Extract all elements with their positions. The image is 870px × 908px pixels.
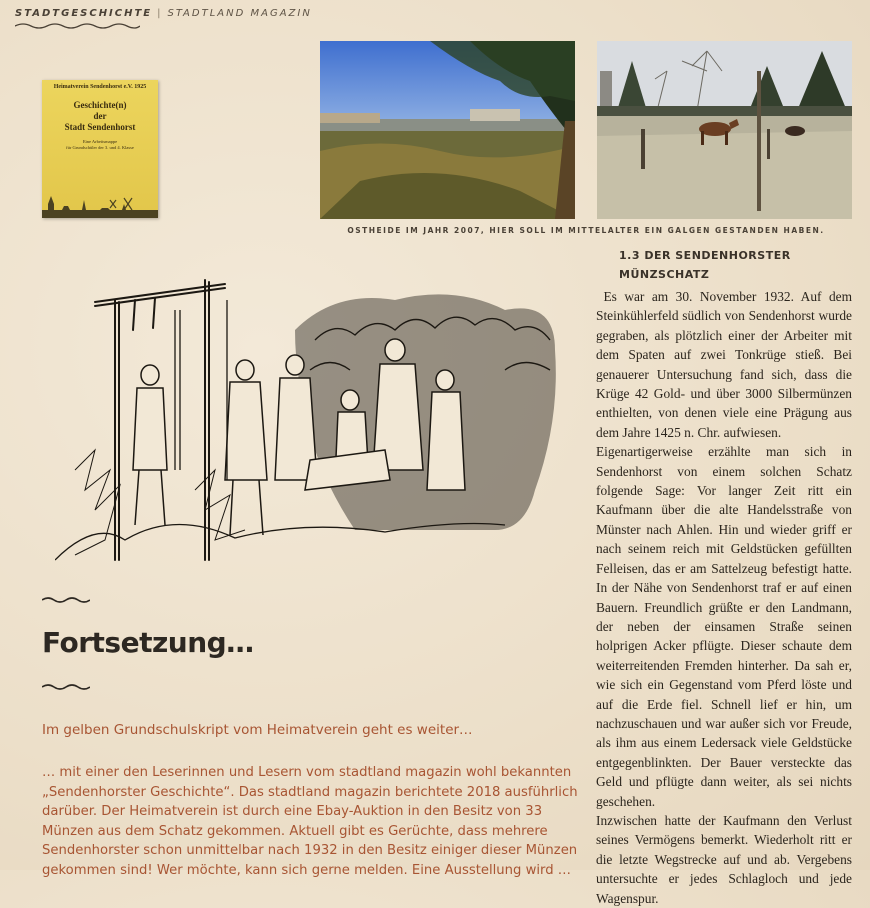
section-title: 1.3 DER SENDENHORSTER MÜNZSCHATZ — [619, 249, 791, 281]
wave-divider-top — [42, 596, 90, 604]
photo-caption: OSTHEIDE IM JAHR 2007, HIER SOLL IM MITTELALTER EIN GALGEN GESTANDEN HABEN. — [347, 226, 825, 235]
book-publisher: Heimatverein Sendenhorst e.V. 1925 — [53, 84, 147, 90]
article-paragraph: Eigenartigerweise erzählte man sich in Sendenhorst von einem solchen Schatz folgende Sage: Vor langer Zeit ritt ein Kaufmann über die alte Handelsstraße von Münster nach Ahlen. Hin und wieder griff er nach seinem reich mit Geldstücken gefüllten Felleisen, das er am Sattelzeug befestigt hatte. In der Nähe von Sendenhorst traf er auf einen Bauern. Freundlich grüßte er den Landmann, der neben der einsamen Straße seinen holprigen Acker pflügte. Dieser schaute dem weiterreitenden Fremden hinterher. Da sah er, wie sich ein Gegenstand vom Pferd löste und auf die Erde fiel. Schnell lief er hin, um nachzuschauen und war außer sich vor Freude, als ihm aus einem Ledersack viele Geldstücke entgegenblinkten. Der Bauer versteckte das Geld und pflügte dann weiter, als sei nichts geschehen. — [596, 444, 852, 809]
ostheide-photo-horses — [597, 41, 852, 219]
book-subtitle: Eine Arbeitsmappe für Grundschüler der 3. und 4. Klasse — [66, 139, 134, 150]
header-brand: STADTGESCHICHTE — [15, 8, 153, 19]
book-title: Geschichte(n) der Stadt Sendenhorst — [64, 100, 136, 132]
ostheide-photo-pine — [320, 41, 575, 219]
continuation-heading: Fortsetzung… — [42, 626, 254, 659]
article-body — [596, 287, 856, 908]
continuation-lead: Im gelben Grundschulskript vom Heimatverein geht es weiter… — [42, 722, 473, 738]
gallows-engraving-illustration — [55, 270, 560, 575]
page-header — [15, 8, 312, 19]
article-paragraph: Inzwischen hatte der Kaufmann den Verlust seines Vermögens bemerkt. Wiederholt ritt er die letzte Wegstrecke auf und ab. Vergebens untersuchte er jedes Schlagloch und jede Wagenspur. — [596, 812, 852, 906]
header-magazine: STADTLAND MAGAZIN — [167, 8, 312, 19]
book-skyline-illustration — [42, 186, 158, 218]
wave-divider-bottom — [42, 683, 90, 691]
header-wave-divider — [15, 22, 140, 30]
book-cover — [42, 80, 158, 218]
continuation-body: … mit einer den Leserinnen und Lesern vom stadtland magazin wohl bekannten „Sendenhorster Geschichte“. Das stadtland magazin berichtete 2018 ausführlich darüber. Der Heimatverein ist durch eine Ebay-Auktion in den Besitz von 33 Münzen aus dem Schatz gekommen. Aktuell gibt es Gerüchte, dass mehrere Sendenhorster schon unmittelbar nach 1932 in den Besitz einiger dieser Münzen gekommen sind! Wer möchte, kann sich gerne melden. Eine Ausstellung wird … — [42, 765, 578, 878]
article-paragraph: Es war am 30. November 1932. Auf dem Steinkühlerfeld südlich von Sendenhorst wurde gegraben, als plötzlich einer der Arbeiter mit dem Spaten auf zwei Tonkrüge stieß. Bei genauerer Untersuchung fand sich, dass die Krüge 42 Gold- und über 3000 Silbermünzen enthielten, von denen viele eine Prägung aus dem Jahre 1425 n. Chr. aufwiesen. — [596, 289, 856, 440]
header-separator: | — [157, 8, 163, 19]
